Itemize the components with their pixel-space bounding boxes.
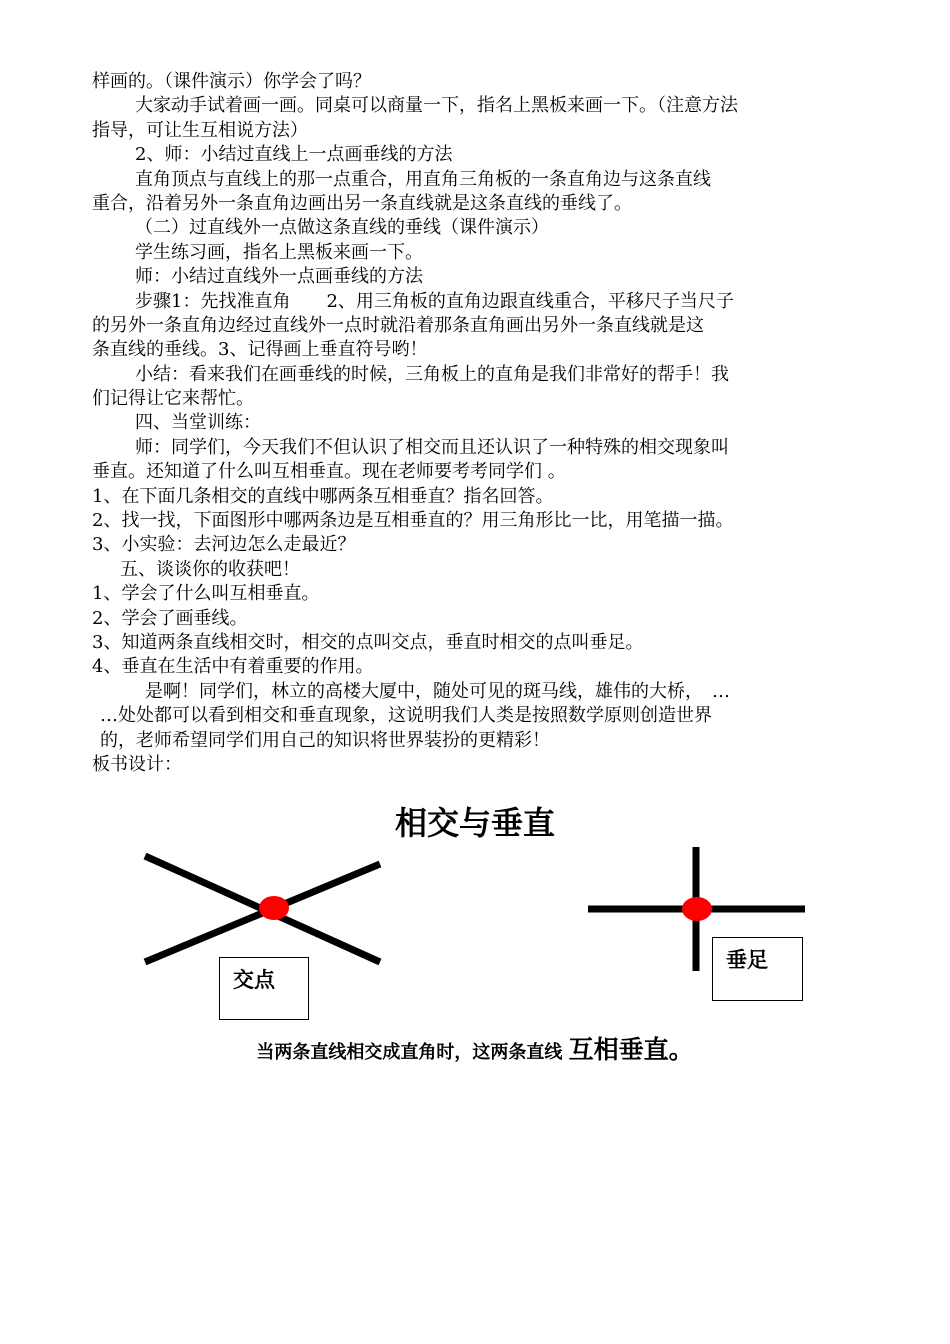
intersection-dot: [259, 896, 289, 920]
text-line: 直角顶点与直线上的那一点重合，用直角三角板的一条直角边与这条直线: [135, 168, 711, 190]
text-line: 板书设计：: [92, 753, 182, 775]
text-line: 学生练习画，指名上黑板来画一下。: [135, 241, 423, 263]
text-line: 3、知道两条直线相交时，相交的点叫交点，垂直时相交的点叫垂足。: [92, 631, 644, 653]
text-line: 条直线的垂线。3、记得画上垂直符号哟！: [92, 339, 428, 361]
foot-label: 垂足: [726, 948, 768, 972]
text-line: 步骤1：先找准直角 2、用三角板的直角边跟直线重合，平移尺子当尺子: [135, 290, 734, 312]
intersection-label-box: [219, 957, 309, 1020]
text-line: 的另外一条直角边经过直线外一点时就沿着那条直角画出另外一条直线就是这: [92, 314, 704, 336]
caption-emphasis: 互相垂直。: [568, 1035, 694, 1064]
text-line: 样画的。（课件演示）你学会了吗？: [92, 71, 371, 92]
text-line: 指导，可让生互相说方法）: [92, 119, 308, 141]
text-line: 们记得让它来帮忙。: [92, 388, 254, 410]
text-line: 4、垂直在生活中有着重要的作用。: [92, 656, 374, 678]
text-line: 是啊！同学们，林立的高楼大厦中，随处可见的斑马线，雄伟的大桥， …: [145, 680, 730, 702]
foot-label-box: [712, 937, 803, 1001]
intersecting-lines-figure: [145, 856, 380, 962]
text-line: 重合，沿着另外一条直角边画出另一条直线就是这条直线的垂线了。: [92, 192, 632, 214]
text-line: 垂直。还知道了什么叫互相垂直。现在老师要考考同学们 。: [92, 461, 566, 483]
text-line: （二）过直线外一点做这条直线的垂线（课件演示）: [135, 217, 549, 239]
board-title: 相交与垂直: [394, 804, 555, 842]
text-line: 师：同学们，今天我们不但认识了相交而且还认识了一种特殊的相交现象叫: [135, 436, 729, 458]
text-line: 四、当堂训练：: [135, 412, 261, 434]
text-line: 1、在下面几条相交的直线中哪两条互相垂直？指名回答。: [92, 485, 554, 507]
text-line: 小结：看来我们在画垂线的时候，三角板上的直角是我们非常好的帮手！我: [135, 363, 729, 385]
text-line: 2、学会了画垂线。: [92, 607, 248, 629]
text-line: …处处都可以看到相交和垂直现象，这说明我们人类是按照数学原则创造世界: [100, 705, 712, 727]
intersection-label: 交点: [233, 968, 275, 992]
text-line: 2、找一找，下面图形中哪两条边是互相垂直的？用三角形比一比，用笔描一描。: [92, 510, 734, 532]
text-line: 2、师：小结过直线上一点画垂线的方法: [135, 144, 453, 166]
text-line: 师：小结过直线外一点画垂线的方法: [135, 266, 423, 288]
text-line: 3、小实验：去河边怎么走最近？: [92, 534, 356, 556]
caption-main: 当两条直线相交成直角时，这两条直线: [256, 1042, 563, 1063]
text-line: 1、学会了什么叫互相垂直。: [92, 583, 320, 605]
foot-dot: [682, 897, 712, 921]
text-line: 大家动手试着画一画。同桌可以商量一下，指名上黑板来画一下。（注意方法: [135, 95, 738, 117]
board-caption: [0, 1030, 950, 1066]
text-line: 五、谈谈你的收获吧！: [120, 558, 300, 580]
text-line: 的，老师希望同学们用自己的知识将世界装扮的更精彩！: [100, 729, 550, 751]
